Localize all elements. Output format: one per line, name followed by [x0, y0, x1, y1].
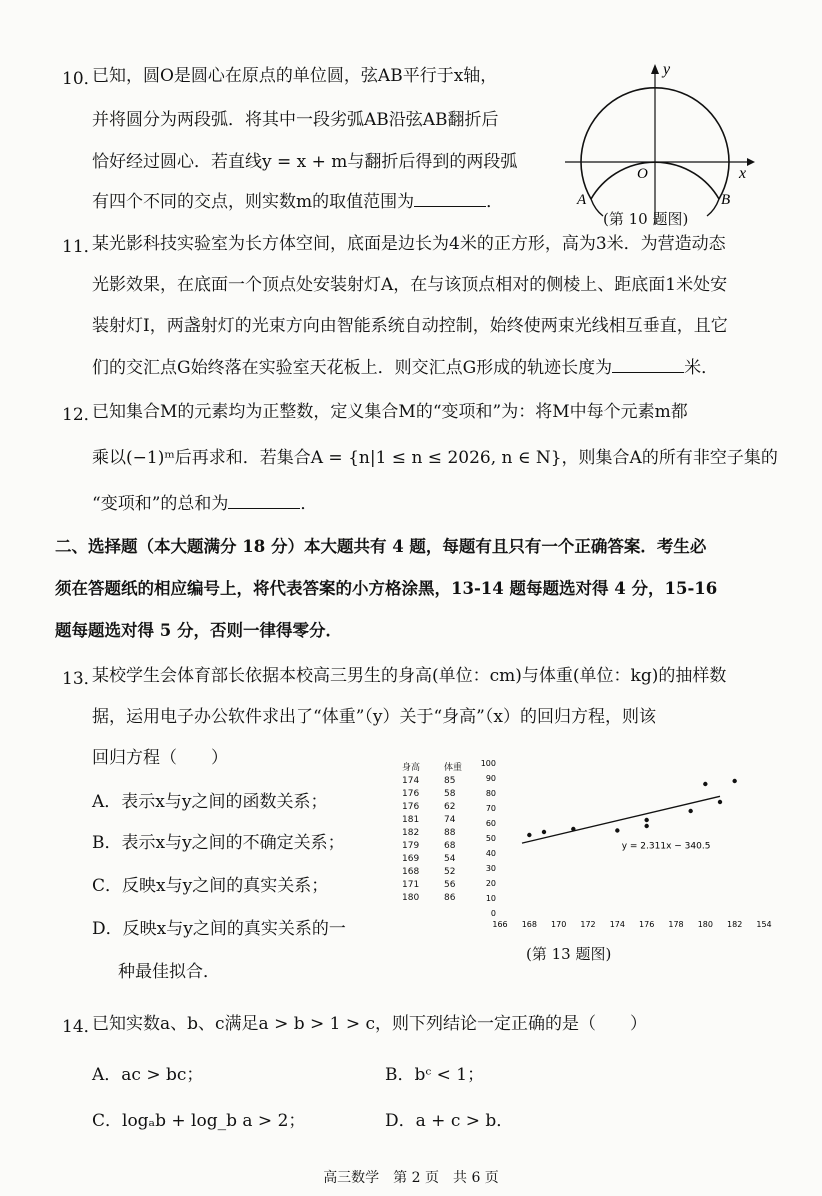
q12-end: ．: [300, 494, 318, 514]
q13-scatter-chart: [478, 755, 770, 935]
q13-cell-weight: 54: [444, 854, 456, 864]
q11-line2: 光影效果，在底面一个顶点处安装射灯A，在与该顶点相对的侧棱上、距底面1米处安: [92, 275, 728, 295]
x-tick-label: 176: [639, 920, 655, 929]
q13-table-row: [402, 879, 462, 892]
q14-line1: 已知实数a、b、c满足a > b > 1 > c，则下列结论一定正确的是（ ）: [92, 1014, 648, 1034]
q13-line2: 据，运用电子办公软件求出了“体重”（y）关于“身高”（x）的回归方程，则该: [92, 707, 656, 727]
q13-table-header: [402, 762, 462, 775]
q11-end: 米．: [684, 358, 719, 378]
q13-cell-height: 168: [402, 867, 420, 877]
q13-option-d-cont: 种最佳拟合．: [118, 962, 220, 982]
x-tick-label: 172: [580, 920, 596, 929]
x-tick-label: 182: [727, 920, 743, 929]
scatter-point: [644, 818, 648, 822]
q13-table-row: [402, 788, 462, 801]
x-tick-label: 168: [521, 920, 537, 929]
q13-table-row: [402, 840, 462, 853]
q10-o-label: O: [637, 166, 648, 182]
q12-number: 12．: [62, 405, 101, 425]
q13-table-row: [402, 892, 462, 905]
q13-table-row: [402, 814, 462, 827]
section2-line2: 须在答题纸的相应编号上，将代表答案的小方格涂黑，13-14 题每题选对得 4 分，15-16: [55, 579, 718, 598]
y-tick-label: 80: [485, 789, 496, 798]
q13-header-height: 身高: [402, 763, 421, 773]
q10-x-arrow: [747, 158, 755, 166]
scatter-point: [732, 779, 736, 783]
x-tick-label: 174: [609, 920, 625, 929]
q13-header-weight: 体重: [444, 763, 463, 773]
q13-option-c[interactable]: C．反映x与y之间的真实关系；: [92, 876, 329, 896]
q10-a-label: A: [577, 192, 587, 208]
q13-cell-height: 180: [402, 893, 420, 903]
q11-line4: 们的交汇点G始终落在实验室天花板上．则交汇点G形成的轨迹长度为: [92, 358, 613, 378]
x-tick-label: 166: [492, 920, 508, 929]
y-tick-label: 90: [485, 774, 496, 783]
q10-b-label: B: [721, 192, 731, 208]
q10-line2: 并将圆分为两段弧．将其中一段劣弧AB沿弦AB翻折后: [92, 110, 499, 130]
section2-line3: 题每题选对得 5 分，否则一律得零分．: [55, 621, 342, 640]
q13-option-b[interactable]: B．表示x与y之间的不确定关系；: [92, 833, 345, 853]
q13-cell-height: 181: [402, 815, 420, 825]
q13-number: 13．: [62, 669, 101, 689]
q13-option-d[interactable]: D．反映x与y之间的真实关系的一: [92, 919, 346, 939]
q12-line2: 乘以(−1)ᵐ后再求和．若集合A = {n|1 ≤ n ≤ 2026, n ∈ N}，则集合A的所有非空子集的: [92, 448, 778, 468]
y-tick-label: 70: [485, 804, 496, 813]
q13-line1: 某校学生会体育部长依据本校高三男生的身高(单位：cm)与体重(单位：kg)的抽样数: [92, 666, 727, 686]
regression-line: [522, 796, 720, 843]
y-tick-label: 30: [485, 864, 496, 873]
y-tick-label: 20: [485, 879, 496, 888]
q10-caption: (第 10 题图): [603, 210, 689, 228]
page-footer: 高三数学 第 2 页 共 6 页: [323, 1170, 499, 1186]
q10-line4-wrap: [92, 190, 503, 214]
q13-cell-height: 169: [402, 854, 420, 864]
q10-number: 10．: [62, 69, 101, 89]
q13-caption: (第 13 题图): [526, 945, 612, 963]
y-tick-label: 100: [480, 759, 496, 768]
q13-cell-weight: 74: [444, 815, 456, 825]
q13-cell-weight: 62: [444, 802, 456, 812]
q13-cell-height: 176: [402, 802, 420, 812]
q10-arc-near-b: [707, 199, 719, 216]
q13-cell-height: 182: [402, 828, 420, 838]
q10-arc-near-a: [591, 199, 603, 216]
q13-cell-weight: 56: [444, 880, 456, 890]
q10-answer-blank[interactable]: [414, 192, 486, 207]
regression-equation-label: y = 2.311x − 340.5: [621, 841, 711, 852]
scatter-point: [718, 800, 722, 804]
y-tick-label: 10: [485, 894, 496, 903]
q10-line3: 恰好经过圆心．若直线y = x + m与翻折后得到的两段弧: [92, 152, 518, 172]
q13-cell-height: 179: [402, 841, 420, 851]
q13-option-a[interactable]: A．表示x与y之间的函数关系；: [92, 792, 328, 812]
scatter-point: [644, 824, 648, 828]
q12-line3-wrap: [92, 492, 317, 516]
q11-number: 11．: [62, 237, 101, 257]
q10-line4: 有四个不同的交点，则实数m的取值范围为: [92, 192, 415, 212]
q13-cell-height: 171: [402, 880, 420, 890]
q13-table-row: [402, 853, 462, 866]
y-tick-label: 40: [485, 849, 496, 858]
scatter-point: [688, 809, 692, 813]
q14-option-c[interactable]: C．logₐb + log_b a > 2；: [92, 1111, 306, 1131]
q13-cell-height: 176: [402, 789, 420, 799]
q12-line1: 已知集合M的元素均为正整数，定义集合M的“变项和”为：将M中每个元素m都: [92, 402, 688, 422]
q13-data-table: [402, 762, 462, 905]
section2-line1: 二、选择题（本大题满分 18 分）本大题共有 4 题，每题有且只有一个正确答案．考生必: [55, 537, 707, 556]
q13-cell-height: 174: [402, 776, 420, 786]
q11-line3: 装射灯I，两盏射灯的光束方向由智能系统自动控制，始终使两束光线相互垂直，且它: [92, 316, 728, 336]
scatter-point: [527, 833, 531, 837]
q13-cell-weight: 58: [444, 789, 456, 799]
q10-y-arrow: [651, 64, 659, 74]
q11-answer-blank[interactable]: [612, 358, 684, 373]
q10-end: ．: [486, 192, 504, 212]
x-tick-label: 170: [551, 920, 567, 929]
q13-line3: 回归方程（ ）: [92, 748, 228, 768]
y-tick-label: 50: [485, 834, 496, 843]
q13-cell-weight: 85: [444, 776, 456, 786]
q14-option-b[interactable]: B．bᶜ < 1；: [385, 1065, 485, 1085]
y-tick-label: 60: [485, 819, 496, 828]
q12-line3: “变项和”的总和为: [92, 494, 229, 514]
q13-table-row: [402, 775, 462, 788]
q13-cell-weight: 86: [444, 893, 456, 903]
scatter-point: [571, 827, 575, 831]
q10-line1: 已知，圆O是圆心在原点的单位圆，弦AB平行于x轴，: [92, 66, 498, 86]
q10-y-label: y: [663, 61, 671, 78]
q13-table-row: [402, 801, 462, 814]
q14-option-a[interactable]: A．ac > bc；: [92, 1065, 204, 1085]
q11-line4-wrap: [92, 356, 718, 380]
x-tick-label: 178: [668, 920, 684, 929]
q10-x-label: x: [739, 165, 747, 182]
x-tick-label: 180: [697, 920, 713, 929]
q14-option-d[interactable]: D．a + c > b．: [385, 1111, 514, 1131]
q13-table-row: [402, 827, 462, 840]
q13-cell-weight: 52: [444, 867, 456, 877]
q14-number: 14．: [62, 1017, 101, 1037]
q13-cell-weight: 68: [444, 841, 456, 851]
scatter-point: [703, 782, 707, 786]
q11-line1: 某光影科技实验室为长方体空间，底面是边长为4米的正方形，高为3米．为营造动态: [92, 234, 726, 254]
scatter-point: [615, 828, 619, 832]
scatter-point: [542, 830, 546, 834]
q12-answer-blank[interactable]: [228, 494, 300, 509]
q13-table-row: [402, 866, 462, 879]
x-tick-label: 154: [756, 920, 772, 929]
q13-cell-weight: 88: [444, 828, 456, 838]
y-tick-label: 0: [490, 909, 496, 918]
